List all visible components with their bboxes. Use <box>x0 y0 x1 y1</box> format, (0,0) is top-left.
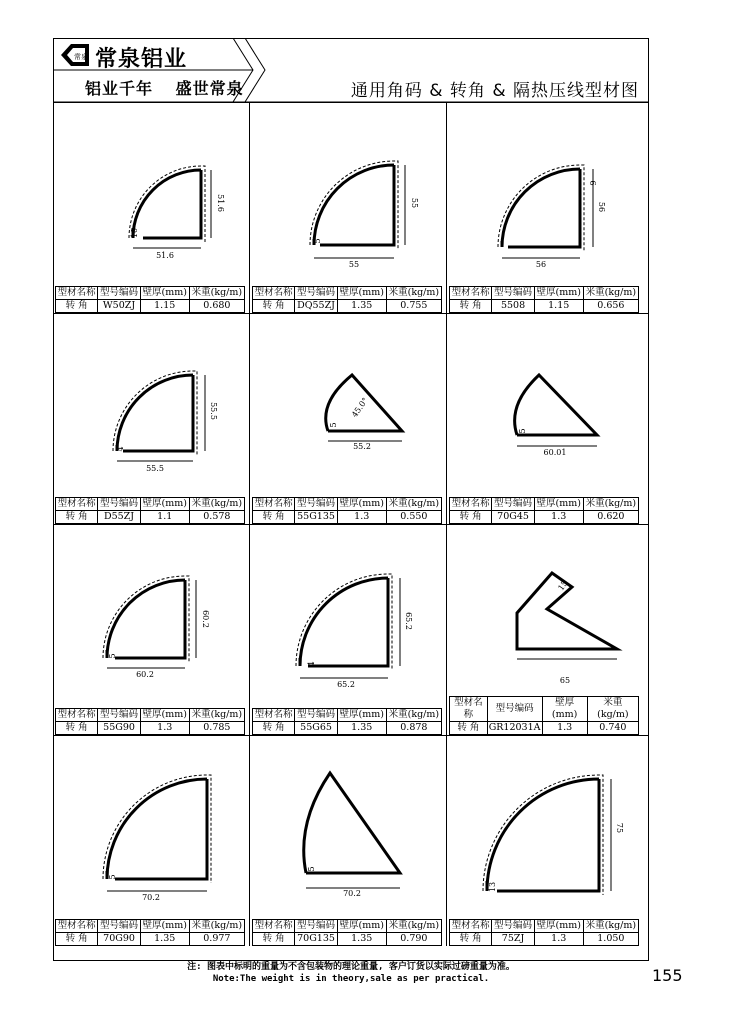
spec-value: 0.785 <box>189 722 244 735</box>
spec-value: DQ55ZJ <box>295 300 337 313</box>
profile-drawing <box>53 314 250 525</box>
spec-header: 型材名称 <box>253 920 295 933</box>
spec-header: 壁厚(mm) <box>534 498 583 511</box>
spec-value: 转 角 <box>450 511 492 524</box>
spec-header: 壁厚(mm) <box>337 287 386 300</box>
spec-header: 壁厚(mm) <box>140 920 189 933</box>
spec-header: 型材名称 <box>56 287 98 300</box>
spec-table <box>449 919 639 946</box>
spec-header: 壁厚(mm) <box>542 697 587 722</box>
dimension-label: 51.6 <box>156 251 174 260</box>
dimension-label: 55 <box>348 260 360 269</box>
dimension-label: 5 <box>518 428 527 434</box>
page-title: 通用角码 & 转角 & 隔热压线型材图 <box>350 81 639 101</box>
dimension-label: 60.2 <box>136 670 154 679</box>
spec-header: 壁厚(mm) <box>337 498 386 511</box>
dimension-label: 4 <box>116 446 125 452</box>
dimension-label: 65 <box>559 676 571 685</box>
spec-header: 型号编码 <box>98 920 140 933</box>
spec-header: 壁厚(mm) <box>534 920 583 933</box>
dimension-label: 5 <box>108 874 117 880</box>
dimension-label: 60.2 <box>201 610 210 628</box>
spec-value: 1.1 <box>140 511 189 524</box>
spec-header: 型号编码 <box>98 709 140 722</box>
profile-outline <box>300 578 388 666</box>
spec-value: 0.578 <box>189 511 244 524</box>
spec-value: 5508 <box>492 300 534 313</box>
spec-table <box>252 919 442 946</box>
profile-cell <box>250 313 447 524</box>
spec-value: 70G45 <box>492 511 534 524</box>
profile-drawing <box>447 736 649 947</box>
profile-outline <box>304 773 400 873</box>
spec-header: 壁厚(mm) <box>337 709 386 722</box>
spec-value: 0.790 <box>386 933 441 946</box>
spec-header: 型材名称 <box>253 287 295 300</box>
dimension-label: 55 <box>410 197 419 209</box>
spec-header: 米重(kg/m) <box>386 920 441 933</box>
spec-header: 型号编码 <box>492 287 534 300</box>
spec-value: 转 角 <box>450 722 488 735</box>
svg-text:常泉: 常泉 <box>74 53 88 61</box>
spec-value: 0.878 <box>386 722 441 735</box>
brand-name: 常泉铝业 <box>95 47 188 72</box>
profile-drawing <box>53 103 250 314</box>
spec-value: 0.620 <box>583 511 638 524</box>
spec-value: 1.3 <box>542 722 587 735</box>
spec-value: 75ZJ <box>492 933 534 946</box>
spec-value: 0.755 <box>386 300 441 313</box>
dimension-label: 56 <box>597 201 606 213</box>
spec-header: 壁厚(mm) <box>140 709 189 722</box>
spec-header: 壁厚(mm) <box>140 287 189 300</box>
spec-value: 70G135 <box>295 933 337 946</box>
dimension-label: 10 <box>130 227 139 239</box>
spec-table <box>55 497 245 524</box>
spec-value: 转 角 <box>56 300 98 313</box>
spec-value: 1.3 <box>337 511 386 524</box>
spec-value: W50ZJ <box>98 300 140 313</box>
spec-value: 0.680 <box>189 300 244 313</box>
spec-header: 米重(kg/m) <box>587 697 638 722</box>
spec-header: 型号编码 <box>295 498 337 511</box>
dimension-label: 60.01 <box>543 448 567 457</box>
profile-cell <box>447 735 649 946</box>
spec-header: 米重(kg/m) <box>386 709 441 722</box>
spec-table <box>55 286 245 313</box>
spec-table <box>449 696 639 735</box>
dimension-label: 5 <box>329 422 338 428</box>
profile-cell <box>53 313 250 524</box>
spec-header: 型号编码 <box>295 709 337 722</box>
footnote-en: Note:The weight is in theory,sale as per practical. <box>212 974 490 984</box>
spec-value: 转 角 <box>450 300 492 313</box>
dimension-label: 6 <box>588 180 597 186</box>
spec-header: 型号编码 <box>295 287 337 300</box>
profile-outline <box>133 170 201 238</box>
spec-table <box>449 286 639 313</box>
spec-header: 壁厚(mm) <box>534 287 583 300</box>
profile-drawing <box>53 736 250 947</box>
page-number: 155 <box>652 966 683 985</box>
spec-header: 壁厚(mm) <box>140 498 189 511</box>
dimension-label: 65.2 <box>337 680 355 689</box>
profile-outline <box>487 779 599 891</box>
profile-cell <box>250 735 447 946</box>
spec-header: 型材名称 <box>450 697 488 722</box>
spec-table <box>449 497 639 524</box>
spec-header: 型材名称 <box>56 498 98 511</box>
spec-table <box>252 286 442 313</box>
profile-outline <box>502 169 580 247</box>
spec-header: 型号编码 <box>98 287 140 300</box>
profile-outline <box>314 165 394 245</box>
spec-value: 55G65 <box>295 722 337 735</box>
slogan-part-1: 铝业千年 <box>85 79 154 98</box>
dimension-label: 13 <box>488 881 497 893</box>
spec-value: 1.35 <box>337 722 386 735</box>
spec-value: 转 角 <box>56 722 98 735</box>
profile-cell <box>250 102 447 313</box>
spec-value: 1.3 <box>534 933 583 946</box>
profile-outline <box>117 375 193 451</box>
slogan-part-2: 盛世常泉 <box>175 79 244 98</box>
spec-value: GR12031A <box>488 722 541 733</box>
profile-grid <box>53 102 649 946</box>
footnote-cn: 注: 图表中标明的重量为不含包装物的理论重量, 客户订货以实际过磅重量为准。 <box>187 962 515 972</box>
dimension-label: 70.2 <box>142 893 160 902</box>
spec-table <box>252 708 442 735</box>
profile-outline <box>107 580 185 658</box>
spec-header: 米重(kg/m) <box>189 287 244 300</box>
dimension-label: 56 <box>535 260 547 269</box>
dimension-label: 4 <box>307 661 316 667</box>
spec-header: 型材名称 <box>450 498 492 511</box>
dimension-label: 5 <box>307 866 316 872</box>
spec-value: 转 角 <box>253 300 295 313</box>
spec-value: 转 角 <box>253 722 295 735</box>
profile-cell <box>447 524 649 735</box>
dimension-label: 65.2 <box>404 612 413 630</box>
spec-header: 米重(kg/m) <box>386 498 441 511</box>
dimension-label: 5 <box>313 238 322 244</box>
profile-drawing <box>447 314 649 525</box>
dimension-label: 55.2 <box>353 442 371 451</box>
spec-header: 壁厚(mm) <box>337 920 386 933</box>
spec-value: 0.550 <box>386 511 441 524</box>
spec-value: 转 角 <box>56 933 98 946</box>
spec-value: 转 角 <box>253 933 295 946</box>
dimension-label: 55.5 <box>146 464 164 473</box>
profile-drawing <box>53 525 250 736</box>
profile-drawing <box>250 736 447 947</box>
profile-drawing <box>250 103 447 314</box>
company-logo <box>61 44 89 66</box>
spec-header: 型材名称 <box>56 920 98 933</box>
spec-header: 米重(kg/m) <box>386 287 441 300</box>
spec-value: 1.35 <box>337 933 386 946</box>
spec-value: 0.656 <box>583 300 638 313</box>
spec-value: 0.740 <box>587 722 638 735</box>
spec-value: 55G90 <box>98 722 140 735</box>
page-header <box>53 38 649 102</box>
spec-header: 型号编码 <box>98 498 140 511</box>
profile-cell <box>53 524 250 735</box>
spec-header: 型材名称 <box>253 498 295 511</box>
spec-header: 型材名称 <box>253 709 295 722</box>
profile-cell <box>53 735 250 946</box>
profile-outline <box>107 779 207 879</box>
profile-cell <box>53 102 250 313</box>
spec-value: 转 角 <box>253 511 295 524</box>
spec-table <box>55 919 245 946</box>
spec-value: 55G135 <box>295 511 337 524</box>
spec-header: 型材名称 <box>450 920 492 933</box>
spec-value: 0.977 <box>189 933 244 946</box>
spec-value: 1.15 <box>140 300 189 313</box>
slogan <box>85 76 260 99</box>
profile-drawing <box>250 314 447 525</box>
dimension-label: 51.6 <box>216 194 225 212</box>
spec-header: 型号编码 <box>492 920 534 933</box>
dimension-label: 55.5 <box>209 402 218 420</box>
spec-header: 型号编码 <box>487 697 542 722</box>
spec-value: 1.050 <box>583 933 638 946</box>
spec-header: 型号编码 <box>295 920 337 933</box>
spec-header: 型材名称 <box>56 709 98 722</box>
spec-header: 米重(kg/m) <box>189 709 244 722</box>
spec-value: 转 角 <box>450 933 492 946</box>
spec-header: 米重(kg/m) <box>189 920 244 933</box>
dimension-label: 15 <box>556 578 570 593</box>
spec-value: 转 角 <box>56 511 98 524</box>
spec-value: 1.15 <box>534 300 583 313</box>
spec-table <box>55 708 245 735</box>
spec-value: 70G90 <box>98 933 140 946</box>
spec-header: 米重(kg/m) <box>583 287 638 300</box>
spec-header: 米重(kg/m) <box>583 498 638 511</box>
footnote <box>53 961 649 985</box>
profile-cell <box>250 524 447 735</box>
profile-cell <box>447 313 649 524</box>
spec-value: D55ZJ <box>98 511 140 524</box>
spec-header: 米重(kg/m) <box>189 498 244 511</box>
profile-drawing <box>250 525 447 736</box>
profile-drawing <box>447 103 649 314</box>
dimension-label: 5 <box>108 653 117 659</box>
spec-value: 1.35 <box>337 300 386 313</box>
dimension-label: 75 <box>615 822 624 834</box>
spec-table <box>252 497 442 524</box>
profile-cell <box>447 102 649 313</box>
profile-outline <box>515 375 597 435</box>
dimension-label: 70.2 <box>343 889 361 898</box>
spec-value: 1.3 <box>534 511 583 524</box>
spec-header: 型材名称 <box>450 287 492 300</box>
spec-header: 米重(kg/m) <box>583 920 638 933</box>
spec-header: 型号编码 <box>492 498 534 511</box>
dimension-label: 45.0° <box>350 396 370 420</box>
spec-value: 1.3 <box>140 722 189 735</box>
spec-value: 1.35 <box>140 933 189 946</box>
